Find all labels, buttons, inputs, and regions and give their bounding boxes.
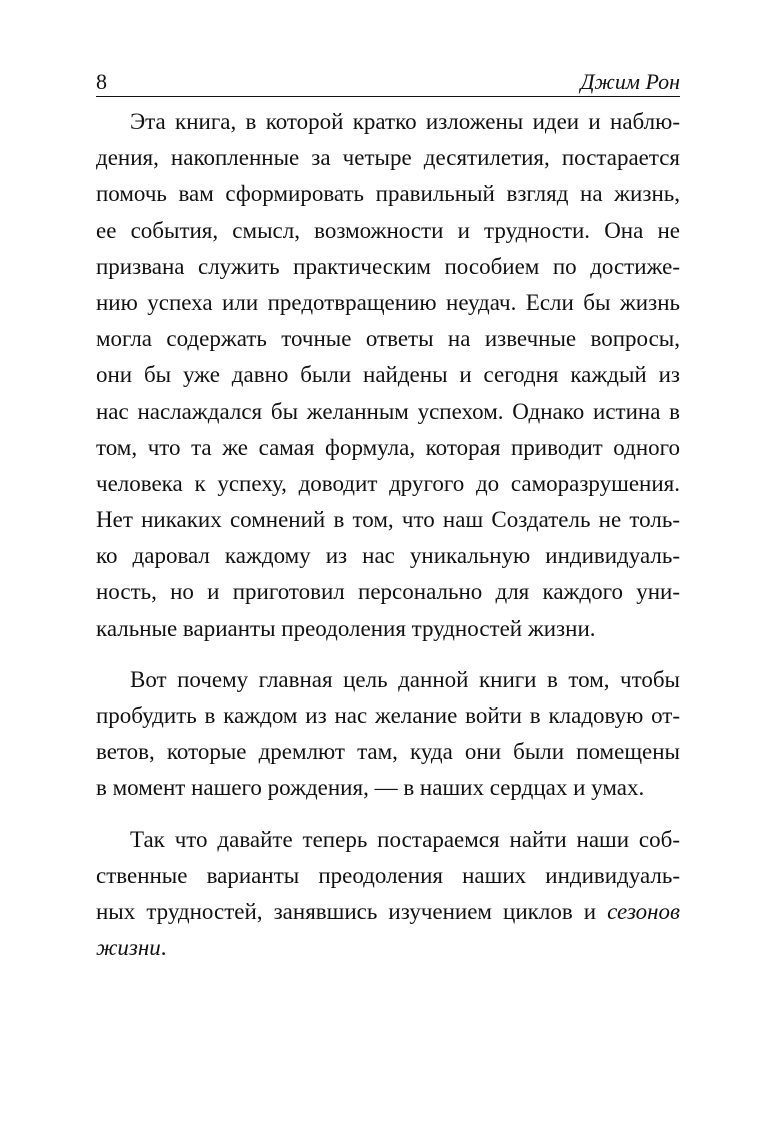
text-line: помочь вам сформировать правильный взгляд на жизнь, [96, 181, 680, 207]
text-line: ее события, смысл, возможности и трудности. Она не [96, 217, 680, 243]
paragraph-3 [96, 822, 680, 967]
running-title: Джим Рон [580, 69, 680, 94]
text-line [96, 930, 680, 966]
text-line: пробудить в каждом из нас желание войти в кладовую от- [96, 703, 680, 728]
text-line: могла содержать точные ответы на извечные вопросы, [96, 326, 680, 352]
emphasis-text: жизни [96, 935, 161, 961]
text-line: они бы уже давно были найдены и сегодня каждый из [96, 362, 680, 388]
text-line: Вот почему главная цель данной книги в том, чтобы [130, 666, 680, 692]
line-text: . [160, 935, 167, 961]
line-text: ных трудностей, занявшись изучением циклов и [96, 898, 597, 924]
text-line: в момент нашего рождения, — в наших сердцах и умах. [96, 775, 645, 801]
text-line: том, что та же самая формула, которая приводит одного [96, 434, 680, 460]
text-line: ственные варианты преодоления наших индивидуаль- [96, 862, 680, 888]
body-text [96, 104, 680, 966]
text-line: Эта книга, в которой кратко изложены идеи и наблю- [130, 109, 680, 134]
text-line: ветов, которые дремлют там, куда они были помещены [96, 739, 680, 765]
text-line: призвана служить практическим пособием по достиже- [96, 253, 680, 279]
text-line: ность, но и приготовил персонально для каждого уни- [96, 579, 680, 605]
text-line: ко даровал каждому из нас уникальную индивидуаль- [96, 543, 680, 569]
text-line: нас наслаждался бы желанным успехом. Однако истина в [96, 398, 680, 424]
text-line: человека к успеху, доводит другого до саморазрушения. [96, 470, 680, 496]
emphasis-text: сезонов [607, 898, 681, 924]
text-line: Так что давайте теперь постараемся найти наши соб- [130, 826, 680, 852]
text-line: Нет никаких сомнений в том, что наш Создатель не толь- [96, 507, 680, 533]
text-line: нию успеха или предотвращению неудач. Если бы жизнь [96, 289, 680, 315]
page-number: 8 [96, 69, 107, 94]
text-line: кальные варианты преодоления трудностей жизни. [96, 615, 596, 641]
text-line [96, 894, 680, 930]
paragraph-1 [96, 104, 680, 647]
text-line: дения, накопленные за четыре десятилетия, постарается [96, 145, 680, 171]
paragraph-2 [96, 662, 680, 807]
running-header [96, 62, 680, 97]
